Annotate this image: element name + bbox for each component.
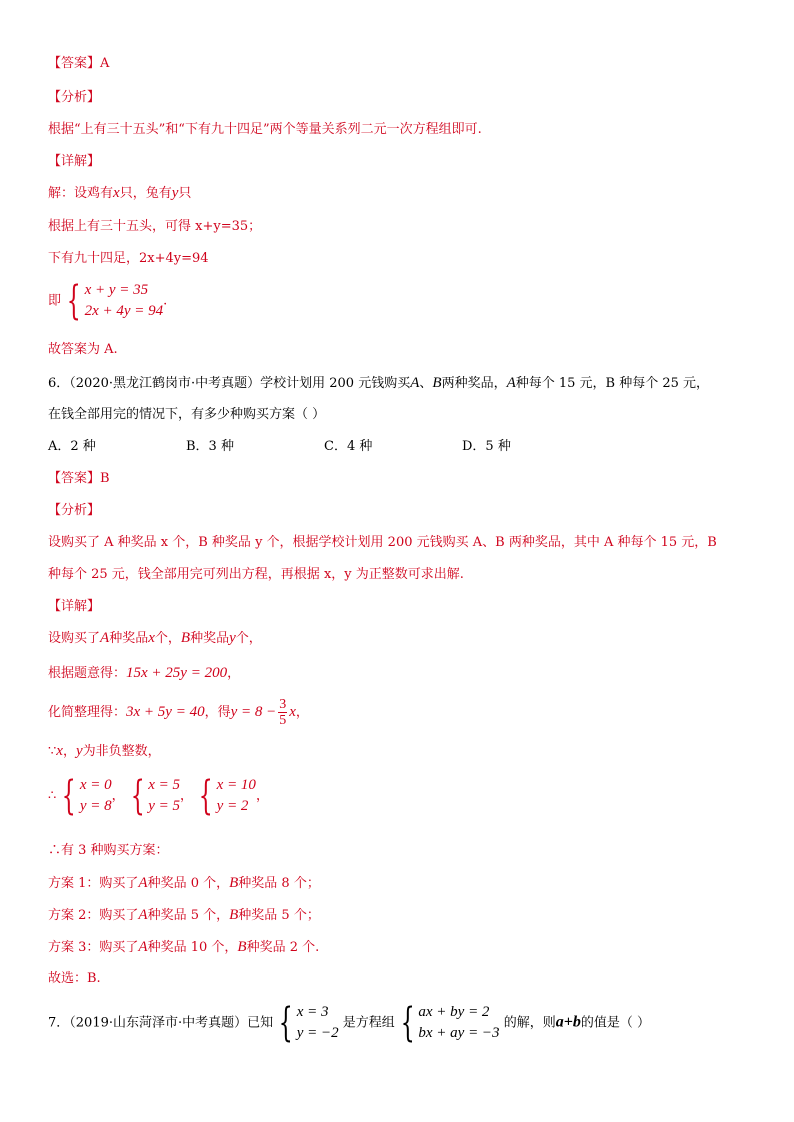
q6-analysis-line-2: 种每个 25 元，钱全部用完可列出方程，再根据 x，y 为正整数可求出解.	[48, 567, 464, 582]
known-solution-system: { x = 3 y = −2	[278, 1000, 339, 1046]
q6-analysis-line-1: 设购买了 A 种奖品 x 个，B 种奖品 y 个，根据学校计划用 200 元钱购买 A、B 两种奖品，其中 A 种每个 15 元，B	[48, 535, 717, 550]
q6-detail-line-2: 根据题意得：15x + 25y = 200，	[48, 665, 241, 681]
q6-answer: 【答案】B	[48, 471, 110, 486]
q7-stem: 7．（2019·山东菏泽市·中考真题）已知 { x = 3 y = −2 是方程组 { ax + by = 2 bx + ay = −3 的解，则a+b的值是（ ）	[48, 1000, 650, 1046]
q6-detail-line-3: 化简整理得：3x + 5y = 40，得y = 8 − $\frac{3}{5}$ x，	[48, 697, 309, 728]
q5-solution-line-1: 解：设鸡有x只，兔有y只	[48, 185, 192, 201]
option-b: B．3 种	[186, 439, 234, 454]
q6-detail-line-4: ∵x，y为非负整数，	[48, 743, 161, 759]
q6-analysis-tag: 【分析】	[48, 503, 101, 518]
solution-system-2: { x = 5 y = 5	[130, 773, 181, 819]
q6-options	[48, 438, 600, 456]
q5-solution-line-2: 根据上有三十五头，可得 x+y=35；	[48, 219, 262, 234]
option-c: C．4 种	[324, 439, 373, 454]
q6-stem-line-1: 6．（2020·黑龙江鹤岗市·中考真题）学校计划用 200 元钱购买A、B两种奖品，A种每个 15 元，B 种每个 25 元，	[48, 375, 710, 391]
option-a: A．2 种	[48, 439, 96, 454]
q6-conclusion: 故选：B.	[48, 971, 101, 986]
q6-plan-2: 方案 2：购买了A种奖品 5 个，B种奖品 5 个；	[48, 907, 320, 923]
q5-equation-system: 即 { x + y = 35 2x + 4y = 94 .	[48, 278, 168, 324]
q6-plans-count: ∴有 3 种购买方案：	[48, 843, 169, 858]
equation-system: { x + y = 35 2x + 4y = 94	[66, 278, 164, 324]
q5-analysis: 根据“上有三十五头”和“下有九十四足”两个等量关系列二元一次方程组即可.	[48, 122, 482, 137]
q6-detail-tag: 【详解】	[48, 599, 101, 614]
solution-system-1: { x = 0 y = 8	[62, 773, 112, 819]
solution-system-3: { x = 10 y = 2	[198, 773, 256, 819]
q5-conclusion: 故答案为 A.	[48, 342, 118, 357]
q5-solution-line-3: 下有九十四足，2x+4y=94	[48, 251, 209, 266]
q6-plan-1: 方案 1：购买了A种奖品 0 个，B种奖品 8 个；	[48, 875, 320, 891]
q5-analysis-tag: 【分析】	[48, 90, 101, 105]
equation-system: { ax + by = 2 bx + ay = −3	[400, 1000, 500, 1046]
q5-answer: 【答案】A	[48, 56, 110, 71]
q6-solution-systems: ∴ { x = 0 y = 8 ， { x = 5 y = 5 ， { x = 10 y = 2 ，	[48, 773, 269, 819]
q6-stem-line-2: 在钱全部用完的情况下，有多少种购买方案（ ）	[48, 407, 326, 422]
option-d: D．5 种	[462, 439, 511, 454]
fraction: $\frac{3}{5}$	[279, 697, 287, 728]
q5-detail-tag: 【详解】	[48, 154, 101, 169]
q6-detail-line-1: 设购买了A种奖品x个，B种奖品y个，	[48, 630, 262, 646]
q6-plan-3: 方案 3：购买了A种奖品 10 个，B种奖品 2 个.	[48, 939, 320, 955]
